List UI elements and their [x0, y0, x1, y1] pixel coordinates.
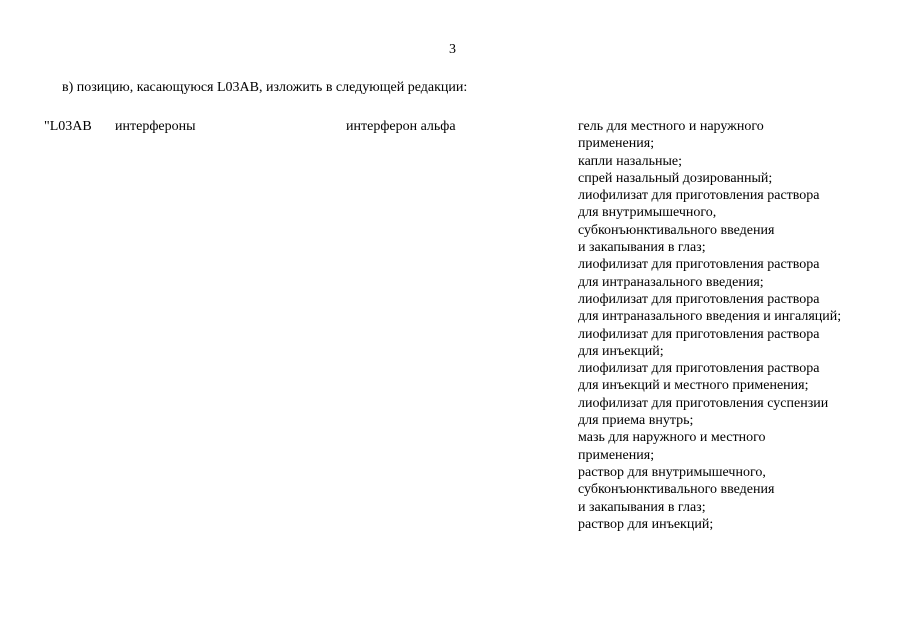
dosage-form-line: лиофилизат для приготовления раствора — [578, 326, 820, 342]
dosage-form-line: и закапывания в глаз; — [578, 240, 706, 256]
dosage-form-line: субконъюнктивального введения — [578, 482, 775, 498]
dosage-form-line: лиофилизат для приготовления суспензии — [578, 395, 829, 411]
dosage-form-line: лиофилизат для приготовления раствора — [578, 188, 820, 204]
dosage-form-line: лиофилизат для приготовления раствора — [578, 361, 820, 377]
dosage-form-line: для интраназального введения и ингаляций; — [578, 309, 842, 325]
dosage-form-line: для инъекций и местного применения; — [578, 378, 809, 394]
atc-code: "L03AB — [44, 119, 92, 134]
dosage-form-line: гель для местного и наружного — [578, 119, 764, 134]
dosage-form-line: для приема внутрь; — [578, 413, 694, 429]
dosage-form-line: и закапывания в глаз; — [578, 499, 706, 515]
drug-entry-row — [0, 118, 905, 538]
dosage-form-line: спрей назальный дозированный; — [578, 170, 773, 186]
dosage-form-line: лиофилизат для приготовления раствора — [578, 291, 820, 307]
dosage-form-line: лиофилизат для приготовления раствора — [578, 257, 820, 273]
page-number: 3 — [449, 42, 456, 57]
pharmacological-group: интерфероны — [115, 119, 196, 134]
dosage-form-line: для интраназального введения; — [578, 274, 764, 290]
dosage-form-line: мазь для наружного и местного — [578, 430, 766, 446]
drug-name: интерферон альфа — [346, 119, 456, 134]
dosage-form-line: раствор для инъекций; — [578, 516, 714, 532]
dosage-form-line: раствор для внутримышечного, — [578, 464, 766, 480]
dosage-form-line: применения; — [578, 447, 655, 463]
dosage-form-line: субконъюнктивального введения — [578, 222, 775, 238]
dosage-forms — [578, 118, 841, 533]
intro-paragraph: в) позицию, касающуюся L03AB, изложить в следующей редакции: — [62, 80, 468, 95]
dosage-form-line: для инъекций; — [578, 343, 664, 359]
dosage-forms-list — [578, 118, 841, 533]
dosage-form-line: применения; — [578, 136, 655, 152]
dosage-form-line: для внутримышечного, — [578, 205, 717, 221]
dosage-form-line: капли назальные; — [578, 153, 683, 169]
